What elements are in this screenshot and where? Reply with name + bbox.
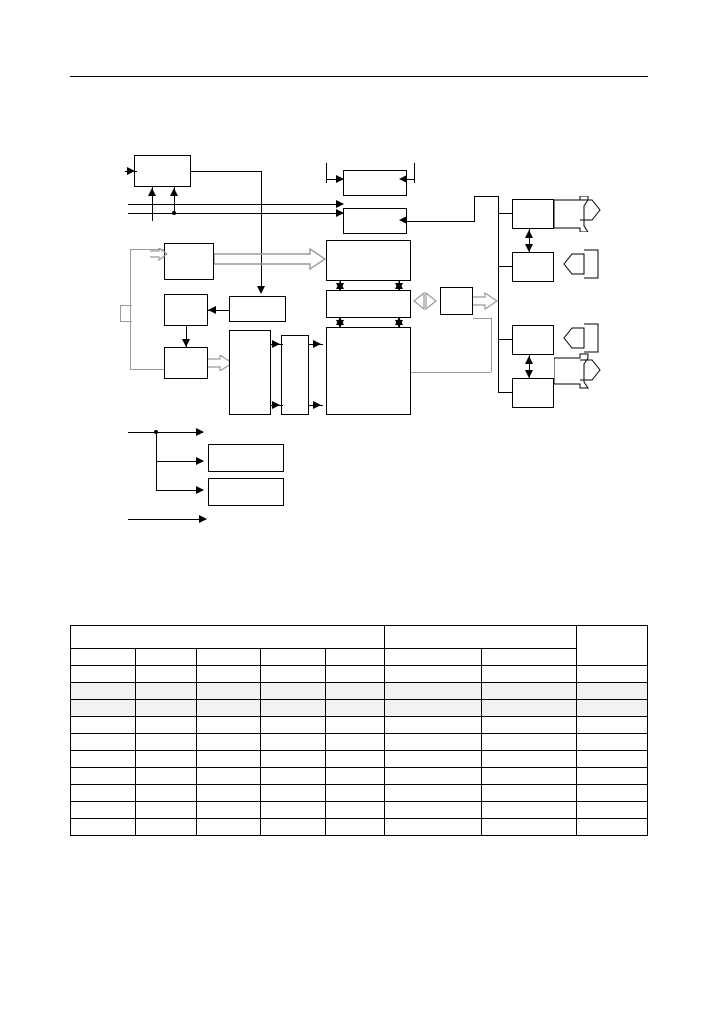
wire-bus-left-2	[128, 213, 343, 214]
cell	[197, 768, 261, 785]
arrowhead-topmid-1	[336, 175, 344, 183]
wire-bottom-in-0	[128, 432, 203, 433]
pin-description-table	[70, 625, 648, 836]
cell	[197, 700, 261, 717]
arrowhead-topmid-3	[399, 216, 407, 224]
table-row	[71, 785, 648, 802]
table-row	[71, 751, 648, 768]
cell	[261, 683, 326, 700]
arrowhead-tall1-out	[272, 340, 280, 348]
col-header-6	[482, 649, 577, 666]
table-body	[71, 666, 648, 836]
cell	[385, 768, 482, 785]
cell	[482, 683, 577, 700]
cell	[136, 785, 197, 802]
cell	[136, 751, 197, 768]
table-row	[71, 768, 648, 785]
table-row	[71, 802, 648, 819]
blk-right-upper-2	[512, 252, 554, 282]
arrowhead-center-stack-1d	[336, 283, 344, 291]
cell	[136, 700, 197, 717]
bus-arrow-center-to-rightmid	[410, 290, 440, 312]
arrowhead-bottom-2	[196, 486, 204, 494]
cell	[326, 683, 385, 700]
arrowhead-right-upper-down	[525, 244, 533, 252]
cell	[71, 734, 136, 751]
cell	[577, 751, 648, 768]
table-row	[71, 819, 648, 836]
cell	[326, 734, 385, 751]
cell	[197, 666, 261, 683]
cell	[577, 717, 648, 734]
cell	[261, 819, 326, 836]
cell	[261, 666, 326, 683]
cell	[261, 700, 326, 717]
blk-center-wide-2	[326, 290, 411, 318]
cell	[577, 802, 648, 819]
arrowhead-topmid-2	[399, 175, 407, 183]
cell	[71, 700, 136, 717]
cell	[577, 734, 648, 751]
blk-left-small-1	[164, 294, 208, 326]
cell	[326, 768, 385, 785]
cell	[482, 785, 577, 802]
cell	[197, 802, 261, 819]
arrowhead-into-left-small-1	[208, 306, 216, 314]
cell	[197, 683, 261, 700]
wire-bus-left-1	[128, 204, 343, 205]
arrowhead-left-small-down	[182, 339, 190, 347]
cell	[136, 666, 197, 683]
cell	[385, 683, 482, 700]
wire-right-lower-1-in	[498, 339, 512, 340]
block-arrow-right-lower-2	[554, 352, 602, 392]
cell	[482, 802, 577, 819]
cell	[71, 802, 136, 819]
cell	[71, 785, 136, 802]
cell	[326, 751, 385, 768]
cell	[326, 666, 385, 683]
wire-right-lower-feed-v	[498, 300, 499, 392]
arrowhead-bottom-standalone	[199, 515, 207, 523]
col-header-1	[136, 649, 197, 666]
arrowhead-center-stack-4d	[395, 320, 403, 328]
arrowhead-tall2-to-big	[313, 340, 321, 348]
cell	[261, 751, 326, 768]
cell	[577, 819, 648, 836]
blk-left-core	[164, 243, 214, 280]
col-header-3	[261, 649, 326, 666]
arrowhead-center-stack-3d	[336, 320, 344, 328]
table-row	[71, 717, 648, 734]
arrowhead-tl-up-2	[170, 188, 178, 196]
blk-right-lower-1	[512, 325, 554, 355]
cell	[197, 751, 261, 768]
wire-topmid-to-right-v	[474, 196, 475, 222]
blk-center-big	[326, 327, 411, 415]
block-arrow-right-lower-1	[554, 322, 602, 354]
col-header-5	[385, 649, 482, 666]
cell	[385, 717, 482, 734]
cell	[71, 768, 136, 785]
cell	[577, 683, 648, 700]
blk-center-tall-2	[281, 335, 309, 415]
cell	[136, 734, 197, 751]
arrowhead-right-upper-up	[525, 230, 533, 238]
blk-right-upper-1	[512, 199, 554, 229]
cell	[385, 751, 482, 768]
arrowhead-right-lower-up	[525, 356, 533, 364]
cell	[482, 819, 577, 836]
header-divider	[70, 76, 648, 77]
cell	[197, 785, 261, 802]
table-row	[71, 700, 648, 717]
arrowhead-center-stack-2d	[395, 283, 403, 291]
bus-arrow-core-to-center	[214, 248, 326, 272]
wire-topmid-v1	[326, 163, 327, 183]
cell	[385, 785, 482, 802]
cell	[326, 819, 385, 836]
cell	[197, 819, 261, 836]
cell	[71, 819, 136, 836]
bus-left-stub-v	[120, 305, 121, 321]
arrowhead-tl-drop	[257, 286, 265, 294]
arrowhead-tl-up-1	[148, 188, 156, 196]
bus-big-to-right-top	[473, 318, 492, 319]
cell	[482, 751, 577, 768]
cell	[71, 717, 136, 734]
cell	[326, 802, 385, 819]
cell	[482, 700, 577, 717]
arrowhead-input-1	[127, 167, 135, 175]
cell	[261, 734, 326, 751]
cell	[482, 734, 577, 751]
bus-big-to-right-v	[491, 318, 492, 372]
cell	[136, 717, 197, 734]
cell	[482, 768, 577, 785]
cell	[326, 700, 385, 717]
col-header-0	[71, 649, 136, 666]
wire-bottom-standalone	[128, 519, 206, 520]
blk-bottom-2	[208, 478, 284, 506]
header-group-1	[71, 626, 385, 649]
cell	[71, 683, 136, 700]
table-header-row	[71, 649, 648, 666]
blk-top-mid-2	[343, 208, 407, 234]
wire-topmid-to-right	[407, 221, 474, 222]
wire-right-lower-2-in	[498, 392, 512, 393]
block-arrow-right-upper-1	[554, 196, 602, 232]
cell	[197, 734, 261, 751]
arrowhead-bottom-0	[196, 428, 204, 436]
cell	[577, 768, 648, 785]
blk-left-small-2	[164, 347, 208, 379]
cell	[577, 666, 648, 683]
cell	[577, 700, 648, 717]
blk-center-tall-1	[229, 330, 271, 415]
header-group-3	[577, 626, 648, 666]
table-row	[71, 666, 648, 683]
cell	[197, 717, 261, 734]
cell	[136, 819, 197, 836]
cell	[71, 666, 136, 683]
bus-arrow-rightmid-out	[473, 292, 499, 310]
blk-top-left	[134, 155, 191, 187]
cell	[385, 666, 482, 683]
cell	[261, 785, 326, 802]
cell	[136, 802, 197, 819]
bus-arrow-left-core-in	[150, 248, 168, 262]
cell	[261, 802, 326, 819]
wire-right-upper-feed-v	[498, 196, 499, 300]
cell	[385, 734, 482, 751]
cell	[385, 819, 482, 836]
cell	[482, 666, 577, 683]
cell	[326, 717, 385, 734]
blk-center-wide-1	[326, 240, 411, 281]
wire-topmid-v2	[414, 163, 415, 183]
wire-right-upper-feed	[474, 196, 498, 197]
cell	[136, 683, 197, 700]
cell	[261, 768, 326, 785]
col-header-2	[197, 649, 261, 666]
arrowhead-bottom-1	[196, 457, 204, 465]
bus-left-feed-bottom	[130, 369, 164, 370]
table-row	[71, 734, 648, 751]
cell	[136, 768, 197, 785]
arrowhead-tall2-out	[272, 401, 280, 409]
wire-right-upper-2-in	[498, 266, 512, 267]
blk-right-mid	[440, 287, 473, 315]
arrowhead-tall2-to-big-2	[313, 401, 321, 409]
block-arrow-right-upper-2	[554, 248, 602, 280]
bus-big-to-right	[411, 372, 491, 373]
wire-topmid-h2	[407, 179, 415, 180]
blk-bottom-1	[208, 444, 284, 472]
cell	[385, 802, 482, 819]
cell	[71, 751, 136, 768]
cell	[385, 700, 482, 717]
table-header-group-row	[71, 626, 648, 649]
table-row	[71, 683, 648, 700]
col-header-4	[326, 649, 385, 666]
arrowhead-bus-left-1	[336, 200, 344, 208]
cell	[482, 717, 577, 734]
bus-left-feed-v	[130, 249, 131, 369]
cell	[326, 785, 385, 802]
blk-top-mid-1	[343, 170, 407, 196]
cell	[577, 785, 648, 802]
wire-right-upper-1-in	[498, 213, 512, 214]
arrowhead-right-lower-down	[525, 370, 533, 378]
blk-right-lower-2	[512, 378, 554, 408]
wire-tl-right	[191, 171, 261, 172]
header-group-2	[385, 626, 577, 649]
bus-left-stub-2	[120, 321, 132, 322]
bus-left-stub-1	[120, 305, 132, 306]
blk-center-small	[229, 296, 286, 322]
cell	[261, 717, 326, 734]
